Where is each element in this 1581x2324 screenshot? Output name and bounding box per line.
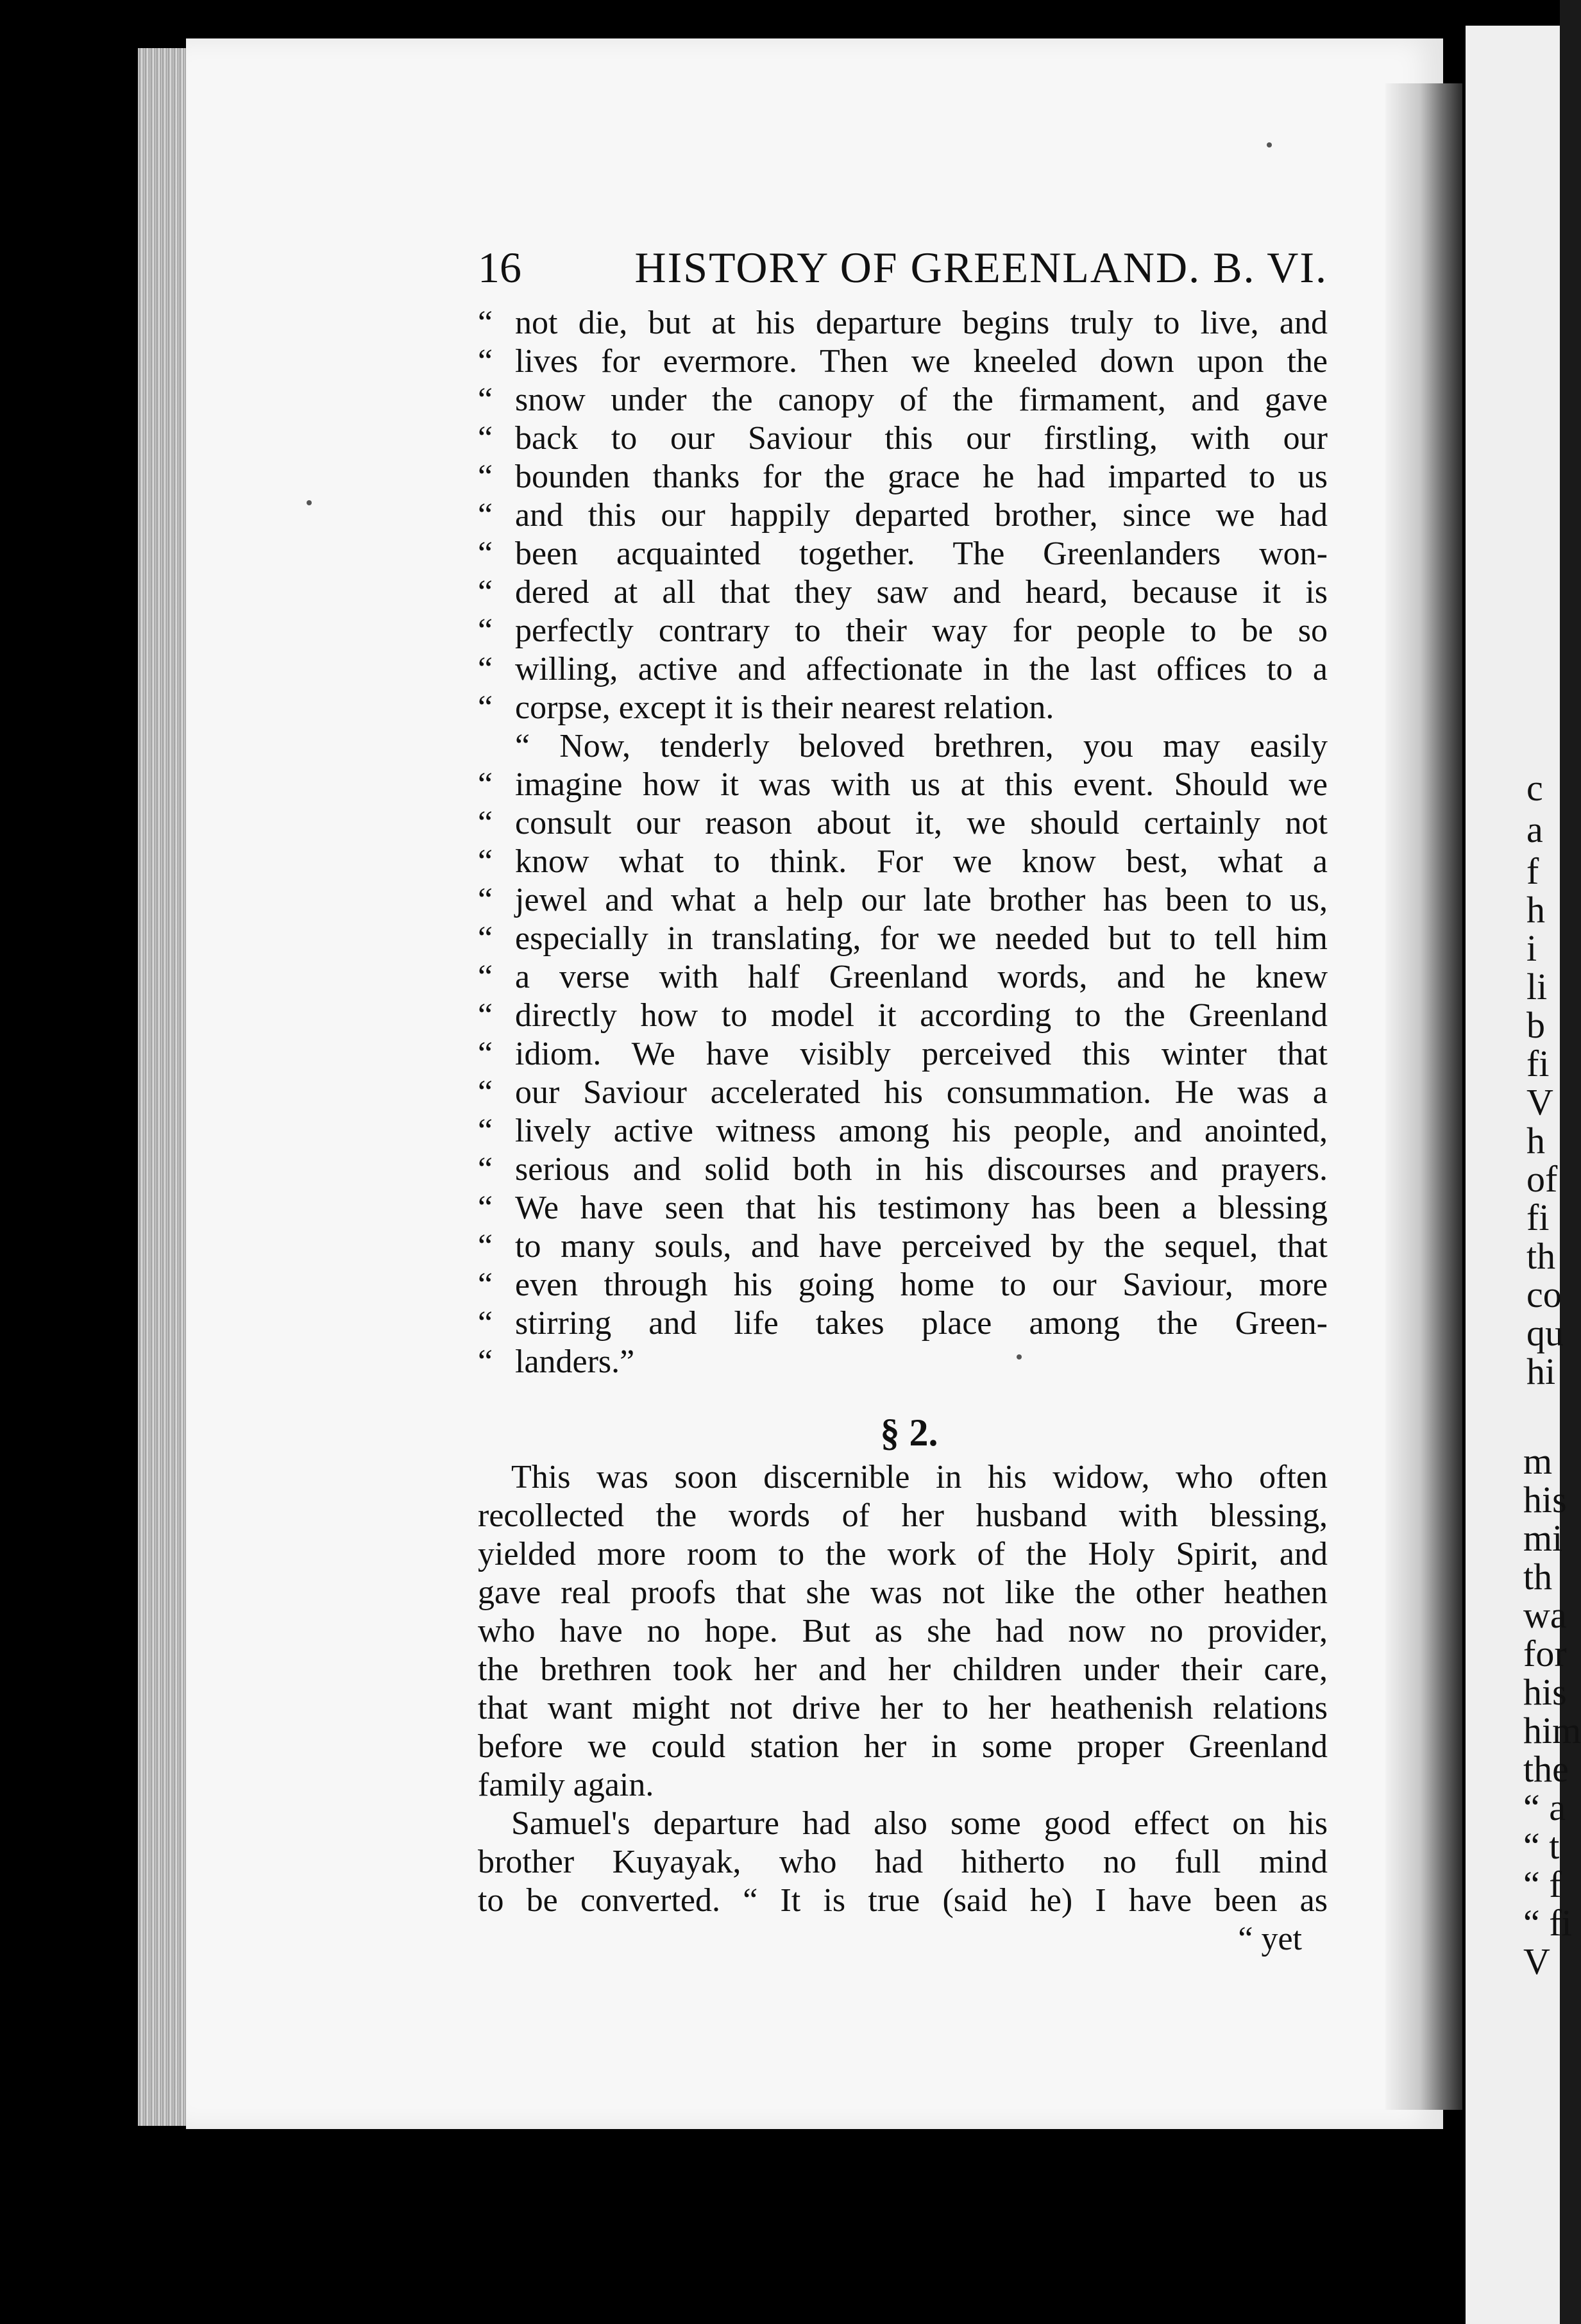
line-text: snow under the canopy of the firmament, and gave [515,382,1328,418]
facing-fragment: c [1526,767,1543,809]
gutter-shadow [1385,83,1462,2110]
quoted-line [478,1304,1328,1343]
quote-mark: “ [478,305,493,341]
paragraph-line: before we could station her in some proper Greenland [478,1728,1328,1765]
paragraph-line: who have no hope. But as she had now no provider, [478,1613,1328,1649]
quote-mark: “ [478,420,493,457]
paragraph-line: family again. [478,1767,654,1803]
quote-mark: “ [478,343,493,380]
facing-fragment: mi [1523,1517,1563,1559]
facing-fragment: b [1526,1004,1545,1046]
quote-mark: “ [478,766,493,803]
facing-fragment: his [1523,1479,1567,1520]
line-text: idiom. We have visibly perceived this winter that [515,1036,1328,1072]
quote-mark: “ [478,959,493,995]
quote-mark: “ [478,612,493,649]
facing-fragment: for [1523,1633,1567,1674]
facing-fragment: h [1526,889,1545,930]
facing-fragment: co [1526,1274,1562,1315]
quoted-line [478,1266,1328,1304]
quote-mark: “ [478,805,493,841]
quote-mark: “ [478,997,493,1034]
quote-mark: “ [478,535,493,572]
quoted-line [478,419,1328,458]
quoted-line [478,496,1328,535]
line-text: landers.” [515,1343,635,1380]
quoted-line [478,1035,1328,1074]
quoted-line [478,804,1328,843]
quote-mark: “ [478,1343,493,1380]
paragraph-line: recollected the words of her husband with blessing, [478,1497,1328,1534]
catchword: “ yet [1238,1921,1302,1957]
quoted-line [478,573,1328,612]
quoted-line [478,843,1328,881]
facing-fragment: him [1523,1710,1581,1751]
quoted-line [478,1150,1328,1189]
quote-mark: “ [478,843,493,880]
quote-mark: “ [478,1151,493,1188]
quoted-line [478,1074,1328,1112]
line-text: corpse, except it is their nearest relation. [515,689,1054,726]
facing-fragment: “ t [1523,1825,1560,1867]
quoted-line [478,381,1328,419]
line-text: even through his going home to our Saviour, more [515,1267,1328,1303]
quoted-line [478,689,1328,727]
quote-mark: “ [478,1228,493,1265]
paragraph-line: Samuel's departure had also some good effect on his [511,1805,1328,1842]
facing-fragment: his [1523,1671,1567,1713]
paragraph-line: the brethren took her and her children under their care, [478,1651,1328,1688]
section-heading: § 2. [880,1411,938,1454]
paragraph-line: to be converted. “ It is true (said he) I have been as [478,1882,1328,1919]
quoted-line [478,920,1328,958]
quote-mark: “ [478,1113,493,1149]
line-text: to many souls, and have perceived by the sequel, that [515,1228,1328,1265]
quoted-line [478,650,1328,689]
facing-fragment: m [1523,1440,1553,1482]
running-header [478,242,1328,304]
facing-page [1466,26,1581,2324]
facing-fragment: “ fi [1523,1902,1572,1944]
line-text: our Saviour accelerated his consummation. He was a [515,1074,1328,1111]
facing-fragment: of [1526,1158,1558,1200]
line-text: been acquainted together. The Greenlanders won- [515,535,1328,572]
quote-mark: “ [478,459,493,495]
line-text: know what to think. For we know best, what a [515,843,1328,880]
facing-fragment: li [1526,966,1548,1007]
paragraph-line: brother Kuyayak, who had hitherto no full mind [478,1844,1328,1880]
quote-mark: “ [478,651,493,687]
line-text: lives for evermore. Then we kneeled down upon the [515,343,1328,380]
facing-fragment: fi [1526,1043,1550,1084]
running-title: HISTORY OF GREENLAND. B. VI. [634,243,1328,292]
ink-speck [307,500,312,505]
facing-fragment: V [1526,1081,1553,1123]
quote-mark: “ [478,1267,493,1303]
facing-fragment: “ a [1523,1787,1566,1828]
quoted-line [478,342,1328,381]
quote-mark: “ [478,1074,493,1111]
facing-fragment: V [1523,1941,1550,1982]
quoted-line [478,304,1328,342]
facing-fragment: th [1526,1235,1556,1277]
quoted-line [478,997,1328,1035]
line-text: a verse with half Greenland words, and he knew [515,959,1328,995]
facing-fragment: h [1526,1120,1545,1161]
quoted-line [478,1227,1328,1266]
facing-fragment: fi [1526,1197,1550,1238]
facing-fragment: wa [1523,1594,1567,1636]
page-number: 16 [478,243,521,292]
quoted-line [478,1189,1328,1227]
quoted-paragraph-opening: “ Now, tenderly beloved brethren, you may easily [515,728,1328,764]
paragraph-line: This was soon discernible in his widow, who often [511,1459,1328,1495]
line-text: bounden thanks for the grace he had imparted to us [515,459,1328,495]
facing-fragment: f [1526,850,1539,892]
line-text: serious and solid both in his discourses and prayers. [515,1151,1328,1188]
quote-mark: “ [478,382,493,418]
line-text: directly how to model it according to the Greenland [515,997,1328,1034]
facing-fragment: hi [1526,1351,1556,1392]
quote-mark: “ [478,1190,493,1226]
quoted-line [478,535,1328,573]
quoted-line [478,458,1328,496]
quoted-line [478,1112,1328,1150]
quote-mark: “ [478,882,493,918]
quote-mark: “ [478,920,493,957]
paragraph-line: gave real proofs that she was not like the other heathen [478,1574,1328,1611]
line-text: stirring and life takes place among the Green- [515,1305,1328,1342]
line-text: back to our Saviour this our firstling, with our [515,420,1328,457]
line-text: not die, but at his departure begins truly to live, and [515,305,1328,341]
facing-fragment: “ f [1523,1864,1562,1905]
quoted-line [478,1343,1328,1381]
text-block [478,242,1328,1958]
facing-fragment: th [1523,1556,1553,1597]
line-text: and this our happily departed brother, since we had [515,497,1328,534]
line-text: jewel and what a help our late brother has been to us, [515,882,1328,918]
quote-mark: “ [478,689,493,726]
facing-fragment: qu [1526,1312,1564,1354]
line-text: perfectly contrary to their way for people to be so [515,612,1328,649]
facing-fragment: a [1526,809,1543,850]
line-text: imagine how it was with us at this event. Should we [515,766,1328,803]
facing-fragment: i [1526,927,1537,969]
facing-fragment: the [1523,1748,1569,1790]
paragraph-line: yielded more room to the work of the Holy Spirit, and [478,1536,1328,1572]
line-text: consult our reason about it, we should certainly not [515,805,1328,841]
line-text: lively active witness among his people, and anointed, [515,1113,1328,1149]
quote-mark: “ [478,1036,493,1072]
line-text: especially in translating, for we needed but to tell him [515,920,1328,957]
quoted-line [478,766,1328,804]
line-text: We have seen that his testimony has been a blessing [515,1190,1328,1226]
paragraph-line: that want might not drive her to her heathenish relations [478,1690,1328,1726]
quoted-line [478,612,1328,650]
ink-speck [1267,142,1272,147]
quote-mark: “ [478,574,493,610]
quote-mark: “ [478,497,493,534]
quoted-line [478,958,1328,997]
quote-mark: “ [478,1305,493,1342]
line-text: willing, active and affectionate in the last offices to a [515,651,1328,687]
quoted-line [478,881,1328,920]
line-text: dered at all that they saw and heard, because it is [515,574,1328,610]
